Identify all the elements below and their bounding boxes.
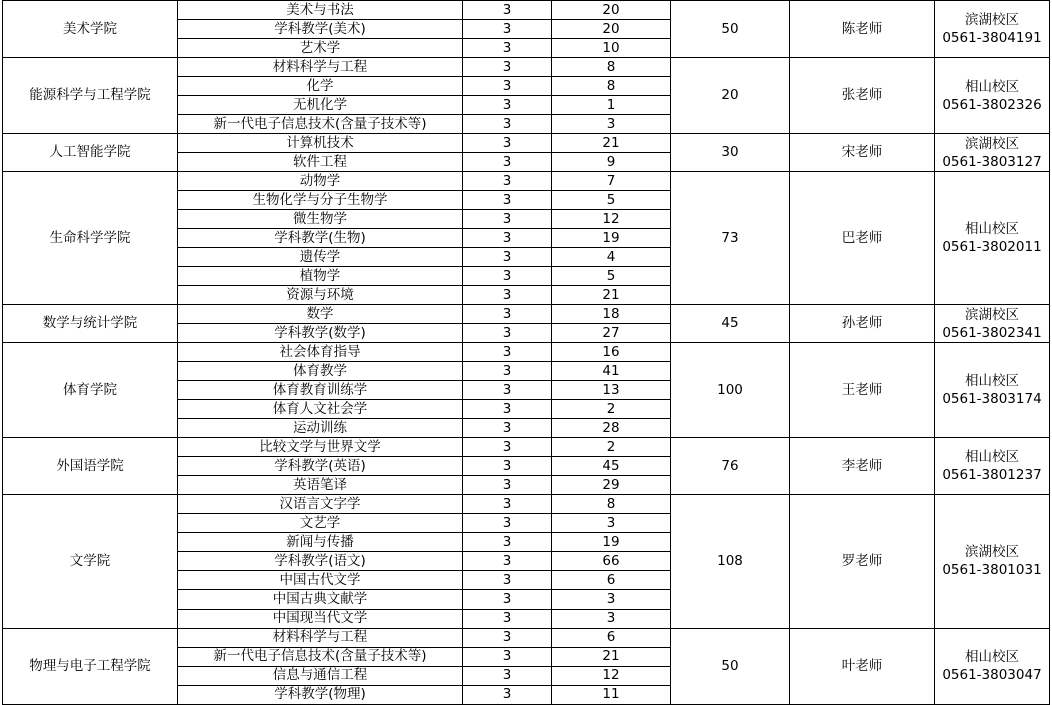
major-name-cell: 学科教学(语文) [178, 552, 463, 571]
college-quota-cell: 76 [671, 438, 790, 495]
college-quota-cell: 45 [671, 305, 790, 343]
major-quota-cell: 13 [552, 381, 671, 400]
major-quota-cell: 20 [552, 20, 671, 39]
duration-cell: 3 [463, 552, 552, 571]
table-row [3, 495, 1050, 514]
duration-cell: 3 [463, 134, 552, 153]
major-name-cell: 数学 [178, 305, 463, 324]
college-quota-cell: 30 [671, 134, 790, 172]
major-quota-cell: 16 [552, 343, 671, 362]
major-quota-cell: 12 [552, 666, 671, 685]
major-name-cell: 英语笔译 [178, 476, 463, 495]
duration-cell: 3 [463, 343, 552, 362]
major-quota-cell: 5 [552, 267, 671, 286]
major-name-cell: 学科教学(数学) [178, 324, 463, 343]
campus-phone-cell [935, 305, 1050, 343]
campus-name: 相山校区 [965, 373, 1019, 390]
major-quota-cell: 29 [552, 476, 671, 495]
duration-cell: 3 [463, 685, 552, 704]
duration-cell: 3 [463, 419, 552, 438]
major-quota-cell: 1 [552, 96, 671, 115]
table-row [3, 438, 1050, 457]
campus-phone-cell [935, 343, 1050, 438]
major-name-cell: 艺术学 [178, 39, 463, 58]
duration-cell: 3 [463, 96, 552, 115]
major-name-cell: 新一代电子信息技术(含量子技术等) [178, 115, 463, 134]
contact-teacher-cell: 王老师 [790, 343, 935, 438]
major-name-cell: 软件工程 [178, 153, 463, 172]
college-name-cell: 数学与统计学院 [3, 305, 178, 343]
major-quota-cell: 4 [552, 248, 671, 267]
campus-phone-cell [935, 1, 1050, 58]
duration-cell: 3 [463, 191, 552, 210]
major-quota-cell: 18 [552, 305, 671, 324]
major-name-cell: 计算机技术 [178, 134, 463, 153]
phone-number: 0561-3804191 [942, 30, 1042, 47]
major-name-cell: 体育教育训练学 [178, 381, 463, 400]
campus-name: 相山校区 [965, 449, 1019, 466]
phone-number: 0561-3801031 [942, 562, 1042, 579]
major-name-cell: 新一代电子信息技术(含量子技术等) [178, 647, 463, 666]
duration-cell: 3 [463, 39, 552, 58]
major-quota-cell: 11 [552, 685, 671, 704]
table-row [3, 134, 1050, 153]
college-quota-cell: 50 [671, 1, 790, 58]
major-quota-cell: 3 [552, 609, 671, 628]
phone-number: 0561-3801237 [942, 467, 1042, 484]
major-name-cell: 信息与通信工程 [178, 666, 463, 685]
campus-name: 滨湖校区 [965, 306, 1019, 323]
major-quota-cell: 9 [552, 153, 671, 172]
duration-cell: 3 [463, 495, 552, 514]
college-name-cell: 生命科学学院 [3, 172, 178, 305]
major-quota-cell: 3 [552, 115, 671, 134]
major-quota-cell: 21 [552, 286, 671, 305]
phone-number: 0561-3803127 [942, 153, 1042, 170]
college-quota-cell: 20 [671, 58, 790, 134]
table-row [3, 343, 1050, 362]
major-name-cell: 中国现当代文学 [178, 609, 463, 628]
duration-cell: 3 [463, 305, 552, 324]
college-name-cell: 美术学院 [3, 1, 178, 58]
major-name-cell: 学科教学(生物) [178, 229, 463, 248]
contact-teacher-cell: 李老师 [790, 438, 935, 495]
major-quota-cell: 3 [552, 590, 671, 609]
campus-name: 相山校区 [965, 221, 1019, 238]
major-name-cell: 体育人文社会学 [178, 400, 463, 419]
major-quota-cell: 41 [552, 362, 671, 381]
major-name-cell: 生物化学与分子生物学 [178, 191, 463, 210]
duration-cell: 3 [463, 514, 552, 533]
contact-teacher-cell: 陈老师 [790, 1, 935, 58]
major-name-cell: 化学 [178, 77, 463, 96]
college-name-cell: 人工智能学院 [3, 134, 178, 172]
phone-number: 0561-3802011 [942, 239, 1042, 256]
major-quota-cell: 6 [552, 571, 671, 590]
contact-teacher-cell: 巴老师 [790, 172, 935, 305]
duration-cell: 3 [463, 248, 552, 267]
duration-cell: 3 [463, 20, 552, 39]
duration-cell: 3 [463, 267, 552, 286]
campus-name: 滨湖校区 [965, 12, 1019, 29]
major-name-cell: 汉语言文字学 [178, 495, 463, 514]
major-name-cell: 动物学 [178, 172, 463, 191]
duration-cell: 3 [463, 362, 552, 381]
table-row [3, 628, 1050, 647]
duration-cell: 3 [463, 115, 552, 134]
major-name-cell: 社会体育指导 [178, 343, 463, 362]
major-name-cell: 体育教学 [178, 362, 463, 381]
duration-cell: 3 [463, 400, 552, 419]
campus-phone-cell [935, 58, 1050, 134]
duration-cell: 3 [463, 210, 552, 229]
phone-number: 0561-3802326 [942, 96, 1042, 113]
duration-cell: 3 [463, 647, 552, 666]
contact-teacher-cell: 叶老师 [790, 628, 935, 704]
major-quota-cell: 19 [552, 533, 671, 552]
contact-teacher-cell: 罗老师 [790, 495, 935, 628]
duration-cell: 3 [463, 590, 552, 609]
college-name-cell: 外国语学院 [3, 438, 178, 495]
major-quota-cell: 21 [552, 647, 671, 666]
college-name-cell: 物理与电子工程学院 [3, 628, 178, 704]
major-name-cell: 中国古代文学 [178, 571, 463, 590]
major-name-cell: 美术与书法 [178, 1, 463, 20]
duration-cell: 3 [463, 533, 552, 552]
major-name-cell: 新闻与传播 [178, 533, 463, 552]
major-name-cell: 遗传学 [178, 248, 463, 267]
campus-phone-cell [935, 438, 1050, 495]
table-row [3, 58, 1050, 77]
major-name-cell: 资源与环境 [178, 286, 463, 305]
duration-cell: 3 [463, 77, 552, 96]
major-name-cell: 学科教学(美术) [178, 20, 463, 39]
duration-cell: 3 [463, 628, 552, 647]
table-row [3, 305, 1050, 324]
major-quota-cell: 3 [552, 514, 671, 533]
duration-cell: 3 [463, 58, 552, 77]
campus-name: 滨湖校区 [965, 544, 1019, 561]
duration-cell: 3 [463, 476, 552, 495]
duration-cell: 3 [463, 229, 552, 248]
major-quota-cell: 8 [552, 77, 671, 96]
major-quota-cell: 7 [552, 172, 671, 191]
major-quota-cell: 2 [552, 438, 671, 457]
duration-cell: 3 [463, 153, 552, 172]
major-quota-cell: 66 [552, 552, 671, 571]
major-quota-cell: 20 [552, 1, 671, 20]
duration-cell: 3 [463, 457, 552, 476]
college-name-cell: 能源科学与工程学院 [3, 58, 178, 134]
campus-phone-cell [935, 134, 1050, 172]
campus-phone-cell [935, 628, 1050, 704]
college-quota-cell: 108 [671, 495, 790, 628]
duration-cell: 3 [463, 438, 552, 457]
major-quota-cell: 8 [552, 58, 671, 77]
major-quota-cell: 45 [552, 457, 671, 476]
college-name-cell: 体育学院 [3, 343, 178, 438]
duration-cell: 3 [463, 381, 552, 400]
campus-name: 滨湖校区 [965, 135, 1019, 152]
major-name-cell: 植物学 [178, 267, 463, 286]
campus-name: 相山校区 [965, 649, 1019, 666]
duration-cell: 3 [463, 571, 552, 590]
college-quota-cell: 100 [671, 343, 790, 438]
major-name-cell: 比较文学与世界文学 [178, 438, 463, 457]
table-row [3, 1, 1050, 20]
major-name-cell: 材料科学与工程 [178, 58, 463, 77]
campus-name: 相山校区 [965, 78, 1019, 95]
major-quota-cell: 8 [552, 495, 671, 514]
duration-cell: 3 [463, 609, 552, 628]
major-quota-cell: 6 [552, 628, 671, 647]
major-name-cell: 运动训练 [178, 419, 463, 438]
campus-phone-cell [935, 172, 1050, 305]
major-name-cell: 学科教学(英语) [178, 457, 463, 476]
major-quota-cell: 28 [552, 419, 671, 438]
major-quota-cell: 12 [552, 210, 671, 229]
major-name-cell: 无机化学 [178, 96, 463, 115]
major-quota-cell: 5 [552, 191, 671, 210]
college-quota-cell: 73 [671, 172, 790, 305]
major-name-cell: 微生物学 [178, 210, 463, 229]
major-quota-cell: 10 [552, 39, 671, 58]
college-name-cell: 文学院 [3, 495, 178, 628]
table-row [3, 172, 1050, 191]
major-name-cell: 文艺学 [178, 514, 463, 533]
campus-phone-cell [935, 495, 1050, 628]
duration-cell: 3 [463, 324, 552, 343]
major-quota-cell: 2 [552, 400, 671, 419]
enrollment-table [2, 0, 1050, 705]
major-name-cell: 材料科学与工程 [178, 628, 463, 647]
duration-cell: 3 [463, 666, 552, 685]
major-quota-cell: 27 [552, 324, 671, 343]
major-name-cell: 学科教学(物理) [178, 685, 463, 704]
major-name-cell: 中国古典文献学 [178, 590, 463, 609]
contact-teacher-cell: 宋老师 [790, 134, 935, 172]
phone-number: 0561-3803047 [942, 667, 1042, 684]
college-quota-cell: 50 [671, 628, 790, 704]
phone-number: 0561-3802341 [942, 324, 1042, 341]
major-quota-cell: 21 [552, 134, 671, 153]
contact-teacher-cell: 张老师 [790, 58, 935, 134]
major-quota-cell: 19 [552, 229, 671, 248]
contact-teacher-cell: 孙老师 [790, 305, 935, 343]
phone-number: 0561-3803174 [942, 391, 1042, 408]
duration-cell: 3 [463, 172, 552, 191]
duration-cell: 3 [463, 1, 552, 20]
duration-cell: 3 [463, 286, 552, 305]
